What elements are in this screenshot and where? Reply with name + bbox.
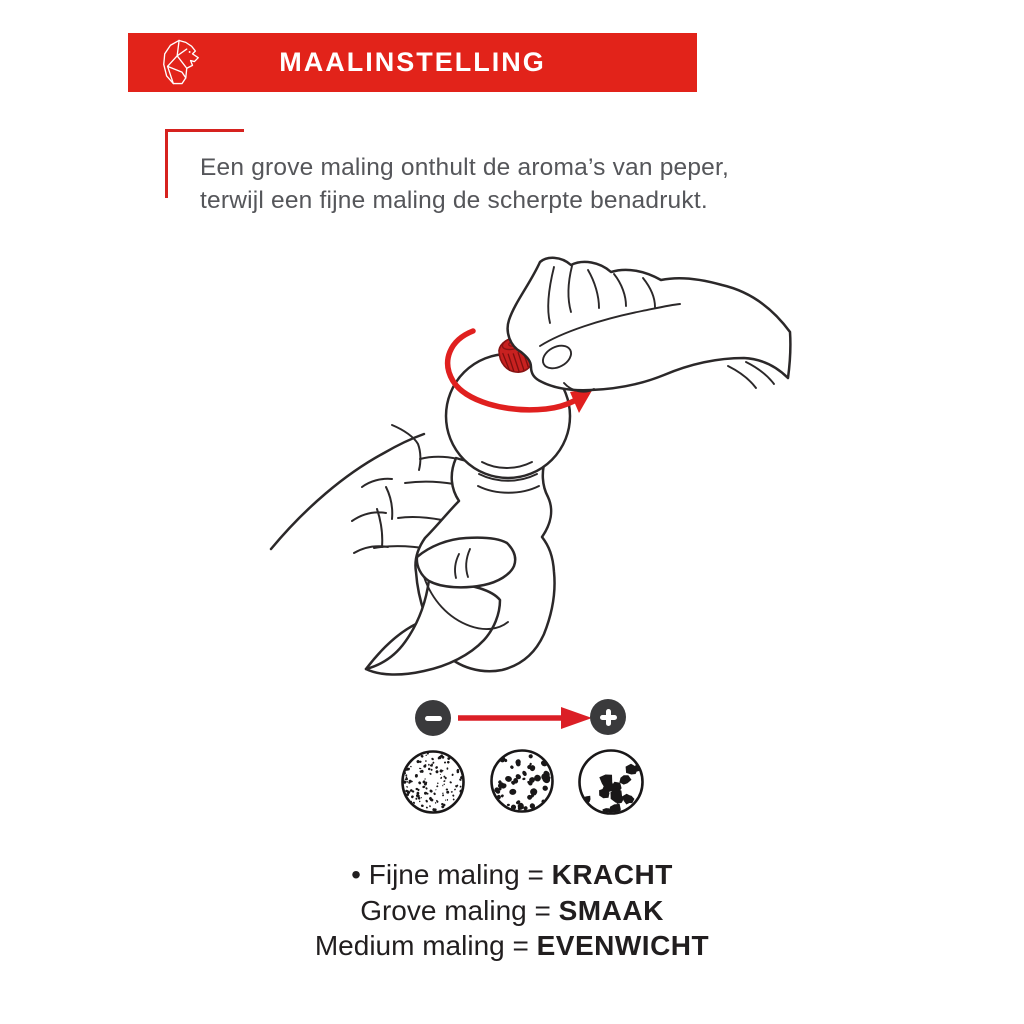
lion-icon — [158, 37, 204, 88]
intro-line-1: Een grove maling onthult de aroma’s van peper, — [200, 154, 730, 181]
intro-line-2: terwijl een fijne maling de scherpte benadrukt. — [200, 187, 708, 214]
legend-row-fine: • Fijne maling = KRACHT — [351, 859, 673, 890]
grind-texture-circles — [396, 746, 648, 818]
legend-row-coarse: Grove maling = SMAAK — [360, 894, 664, 926]
legend-value-smaak: SMAAK — [558, 894, 664, 926]
intro-bracket-horizontal — [165, 129, 244, 132]
grind-legend — [0, 857, 1024, 964]
pepper-mill-illustration — [250, 252, 795, 697]
intro-text — [200, 151, 840, 217]
minus-icon — [415, 700, 451, 736]
top-hand — [508, 258, 791, 392]
plus-icon — [590, 699, 626, 735]
legend-value-kracht: KRACHT — [551, 859, 673, 890]
increase-arrow-icon — [448, 700, 608, 736]
legend-value-evenwicht: EVENWICHT — [536, 930, 710, 961]
minus-glyph — [425, 716, 442, 721]
plus-glyph — [600, 709, 617, 726]
header-banner — [128, 33, 697, 92]
grind-medium-icon — [492, 751, 553, 812]
page-title: MAALINSTELLING — [279, 47, 546, 77]
grind-fine-icon — [402, 752, 464, 813]
legend-row-medium: Medium maling = EVENWICHT — [314, 930, 710, 961]
grind-coarse-icon — [580, 751, 643, 817]
intro-bracket-vertical — [165, 129, 168, 198]
